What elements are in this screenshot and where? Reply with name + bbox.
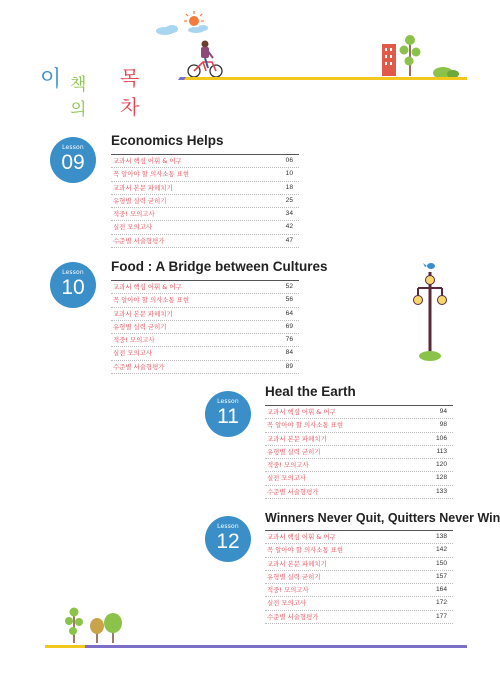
toc-item-name: 교과서 본문 파헤치기 <box>267 434 327 443</box>
toc-item-name: 유형별 실력 굳히기 <box>113 196 167 205</box>
toc-item-name: 꼭 알아야 할 의사소통 표현 <box>267 546 344 555</box>
toc-item-name: 교과서 본문 파헤치기 <box>113 183 173 192</box>
toc-item-page: 89 <box>285 362 293 370</box>
toc-item-name: 유형별 실력 굳히기 <box>113 322 167 331</box>
toc-item[interactable] <box>265 406 453 419</box>
page-title-part-1: 이 <box>40 67 62 92</box>
toc-item[interactable] <box>111 168 299 181</box>
toc-item-name: 교과서 핵심 어휘 & 어구 <box>113 283 182 291</box>
toc-item-page: 157 <box>435 572 447 580</box>
toc-item-name: 실전 모의고사 <box>113 349 153 358</box>
toc-item-page: 76 <box>285 336 293 344</box>
toc-item[interactable] <box>111 361 299 374</box>
toc-item[interactable] <box>111 347 299 360</box>
toc-item-name: 유형별 실력 굳히기 <box>267 572 321 581</box>
toc-item-name: 교과서 본문 파헤치기 <box>267 559 327 568</box>
sun-icon <box>184 11 204 26</box>
toc-item[interactable] <box>111 221 299 234</box>
lesson-label: Lesson <box>217 398 239 405</box>
building-icon <box>382 44 396 76</box>
tree-icon <box>104 613 122 643</box>
lesson-label: Lesson <box>217 523 239 530</box>
lesson-badge <box>205 516 251 562</box>
toc-item[interactable] <box>265 544 453 557</box>
toc-item[interactable] <box>265 446 453 459</box>
toc-item-page: 106 <box>435 434 447 442</box>
lesson-toc <box>111 280 299 374</box>
toc-item[interactable] <box>111 294 299 307</box>
lesson-badge <box>50 262 96 308</box>
toc-item-page: 113 <box>436 447 447 455</box>
toc-item-page: 18 <box>285 183 293 191</box>
lesson-title: Heal the Earth <box>265 384 356 399</box>
toc-item-page: 52 <box>285 283 293 290</box>
toc-item-page: 10 <box>285 170 293 178</box>
toc-item-name: 교과서 핵심 어휘 & 어구 <box>267 408 336 416</box>
page-title-part-2: 책의 <box>70 75 87 120</box>
bird-icon <box>423 263 435 269</box>
toc-item-name: 꼭 알아야 할 의사소통 표현 <box>113 296 190 305</box>
toc-item-page: 120 <box>435 461 447 469</box>
toc-item-page: 64 <box>285 309 293 317</box>
toc-item[interactable] <box>265 558 453 571</box>
lesson-badge <box>50 137 96 183</box>
lesson-title: Winners Never Quit, Quitters Never Win <box>265 511 500 525</box>
toc-item[interactable] <box>111 195 299 208</box>
toc-item[interactable] <box>111 321 299 334</box>
toc-item-page: 69 <box>285 322 293 330</box>
toc-item-name: 적중! 모의고사 <box>267 586 309 595</box>
toc-item-page: 164 <box>435 586 447 594</box>
toc-item-page: 128 <box>435 474 447 482</box>
street-lamp-illustration <box>410 258 450 363</box>
toc-item-name: 꼭 알아야 할 의사소통 표현 <box>267 421 344 430</box>
toc-item-page: 172 <box>435 599 447 607</box>
toc-item-page: 142 <box>435 546 447 554</box>
lesson-number: 10 <box>61 276 85 299</box>
toc-item-name: 교과서 핵심 어휘 & 어구 <box>267 533 336 541</box>
lesson-number: 09 <box>61 151 85 174</box>
toc-item-name: 유형별 실력 굳히기 <box>267 447 321 456</box>
toc-item-name: 수준별 서술형평가 <box>267 612 319 621</box>
toc-item[interactable] <box>111 281 299 294</box>
toc-item[interactable] <box>111 155 299 168</box>
lesson-label: Lesson <box>62 144 84 151</box>
toc-item[interactable] <box>265 459 453 472</box>
toc-item[interactable] <box>111 208 299 221</box>
toc-item[interactable] <box>111 334 299 347</box>
toc-item-page: 47 <box>285 236 293 244</box>
toc-item-name: 수준별 서술형평가 <box>113 236 165 245</box>
lesson-number: 12 <box>216 530 240 553</box>
footer-illustration <box>0 595 500 655</box>
lesson-badge <box>205 391 251 437</box>
toc-item-page: 98 <box>439 421 447 429</box>
toc-item-page: 177 <box>435 612 447 620</box>
toc-item-name: 실전 모의고사 <box>267 474 307 483</box>
toc-item-name: 수준별 서술형평가 <box>267 487 319 496</box>
lesson-number: 11 <box>217 405 239 428</box>
toc-item[interactable] <box>111 308 299 321</box>
tree-icon <box>400 35 421 76</box>
toc-item[interactable] <box>265 419 453 432</box>
toc-item[interactable] <box>265 531 453 544</box>
toc-item-name: 적중! 모의고사 <box>267 461 309 470</box>
toc-item-name: 실전 모의고사 <box>267 599 307 608</box>
toc-item-page: 42 <box>285 223 293 231</box>
lesson-title: Food : A Bridge between Cultures <box>111 259 328 274</box>
toc-item-page: 94 <box>439 408 447 415</box>
lesson-toc <box>265 405 453 499</box>
page-title-part-3: 목차 <box>120 66 140 119</box>
toc-item-name: 수준별 서술형평가 <box>113 362 165 371</box>
toc-item[interactable] <box>265 486 453 499</box>
toc-item-page: 25 <box>285 196 293 204</box>
toc-item-page: 133 <box>435 487 447 495</box>
lesson-label: Lesson <box>62 269 84 276</box>
toc-item[interactable] <box>265 472 453 485</box>
toc-item-name: 교과서 핵심 어휘 & 어구 <box>113 157 182 165</box>
toc-item-name: 적중! 모의고사 <box>113 336 155 345</box>
toc-item[interactable] <box>111 182 299 195</box>
toc-item-page: 34 <box>285 210 293 218</box>
toc-item[interactable] <box>265 571 453 584</box>
lesson-title: Economics Helps <box>111 133 224 148</box>
toc-item-page: 84 <box>285 349 293 357</box>
toc-item-page: 06 <box>285 157 293 164</box>
tree-icon <box>90 618 104 643</box>
toc-item-name: 꼭 알아야 할 의사소통 표현 <box>113 170 190 179</box>
lesson-toc <box>111 154 299 248</box>
toc-item-name: 적중! 모의고사 <box>113 210 155 219</box>
toc-item[interactable] <box>265 433 453 446</box>
cloud-icon <box>156 25 208 35</box>
toc-item-name: 실전 모의고사 <box>113 223 153 232</box>
toc-item-name: 교과서 본문 파헤치기 <box>113 309 173 318</box>
toc-item-page: 138 <box>435 533 447 540</box>
cyclist-icon <box>188 41 222 78</box>
toc-item-page: 150 <box>435 559 447 567</box>
tree-icon <box>65 608 83 644</box>
toc-item[interactable] <box>111 235 299 248</box>
toc-item-page: 56 <box>285 296 293 304</box>
